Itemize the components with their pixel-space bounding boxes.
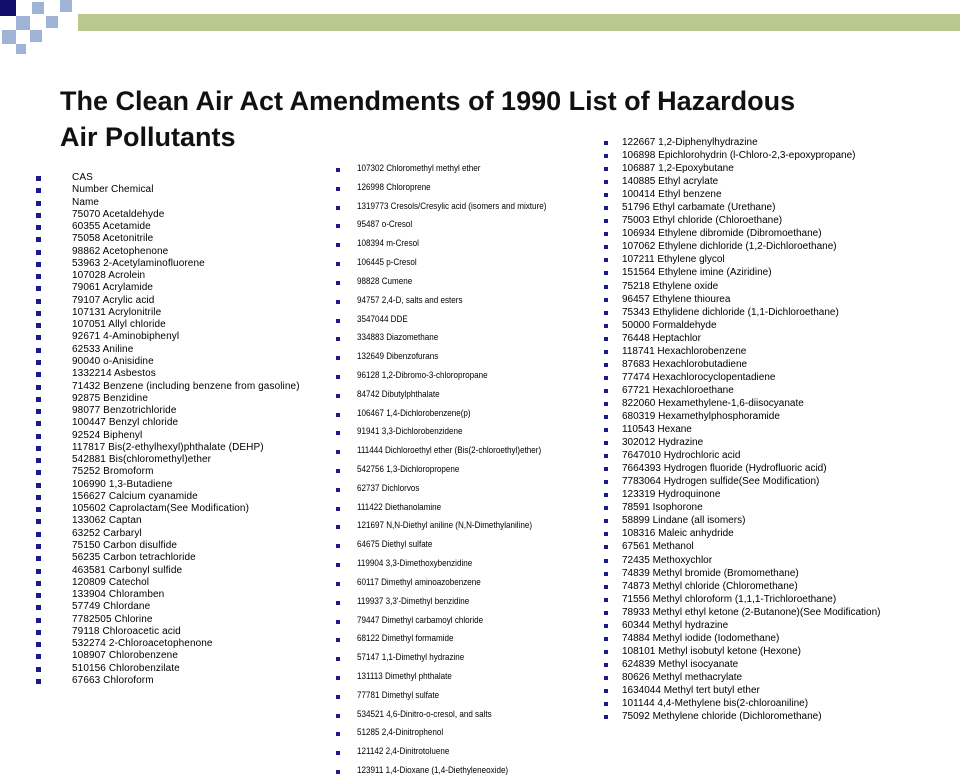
decor-square-light-1 <box>16 16 30 30</box>
pollutant-item: 75003 Ethyl chloride (Chloroethane) <box>622 214 880 227</box>
pollutant-item: 106898 Epichlorohydrin (l-Chloro-2,3-epoxypropane) <box>622 149 880 162</box>
pollutant-item <box>357 517 580 536</box>
pollutant-item: Name <box>72 197 300 209</box>
pollutant-item: 90040 o-Anisidine <box>72 356 300 368</box>
pollutant-item: 101144 4,4-Methylene bis(2-chloroaniline) <box>622 697 880 710</box>
pollutant-item <box>357 480 580 499</box>
pollutant-item-text: 57147 1,1-Dimethyl hydrazine <box>357 652 465 664</box>
pollutant-item-text: 94757 2,4-D, salts and esters <box>357 294 463 306</box>
pollutant-item <box>357 216 580 235</box>
pollutant-item-text: 95487 o-Cresol <box>357 219 413 231</box>
pollutant-item: 98077 Benzotrichloride <box>72 405 300 417</box>
pollutant-item <box>357 706 580 725</box>
pollutant-item: 542881 Bis(chloromethyl)ether <box>72 454 300 466</box>
pollutant-item <box>357 574 580 593</box>
pollutant-item-text: 132649 Dibenzofurans <box>357 351 439 363</box>
pollutant-item <box>357 311 580 330</box>
pollutant-item: 106934 Ethylene dibromide (Dibromoethane) <box>622 227 880 240</box>
pollutant-item-text: 96128 1,2-Dibromo-3-chloropropane <box>357 369 488 381</box>
pollutant-item: 62533 Aniline <box>72 344 300 356</box>
pollutant-item: 106887 1,2-Epoxybutane <box>622 162 880 175</box>
pollutant-item <box>357 762 580 781</box>
pollutant-item: 60344 Methyl hydrazine <box>622 619 880 632</box>
pollutant-item <box>357 593 580 612</box>
pollutant-item: 532274 2-Chloroacetophenone <box>72 638 300 650</box>
pollutant-item: 680319 Hexamethylphosphoramide <box>622 410 880 423</box>
pollutant-item-text: 106467 1,4-Dichlorobenzene(p) <box>357 407 471 419</box>
pollutant-item-text: 77781 Dimethyl sulfate <box>357 689 440 701</box>
decor-header-bar <box>78 14 960 31</box>
pollutant-item-text: 107302 Chloromethyl methyl ether <box>357 163 481 174</box>
pollutant-item: 67721 Hexachloroethane <box>622 384 880 397</box>
pollutant-list-column-1 <box>72 172 300 687</box>
pollutant-item-text: 126998 Chloroprene <box>357 181 431 193</box>
pollutant-item: 133904 Chloramben <box>72 589 300 601</box>
pollutant-item: 822060 Hexamethylene-1,6-diisocyanate <box>622 397 880 410</box>
pollutant-item <box>357 668 580 687</box>
pollutant-item <box>357 160 580 179</box>
pollutant-item-text: 534521 4,6-Dinitro-o-cresol, and salts <box>357 708 492 720</box>
pollutant-item: 7647010 Hydrochloric acid <box>622 449 880 462</box>
pollutant-item: 7783064 Hydrogen sulfide(See Modification) <box>622 475 880 488</box>
pollutant-item <box>357 442 580 461</box>
pollutant-item <box>357 612 580 631</box>
pollutant-item-text: 111422 Diethanolamine <box>357 501 442 513</box>
pollutant-item <box>357 724 580 743</box>
pollutant-item: 107211 Ethylene glycol <box>622 253 880 266</box>
pollutant-item: CAS <box>72 172 300 184</box>
pollutant-item: 108101 Methyl isobutyl ketone (Hexone) <box>622 645 880 658</box>
pollutant-item <box>357 630 580 649</box>
pollutant-item-text: 119937 3,3'-Dimethyl benzidine <box>357 595 470 607</box>
pollutant-item: 106990 1,3-Butadiene <box>72 479 300 491</box>
pollutant-item <box>357 743 580 762</box>
pollutant-item-text: 84742 Dibutylphthalate <box>357 388 440 400</box>
decor-square-light-3 <box>46 16 58 28</box>
decor-square-light-2 <box>32 2 44 14</box>
pollutant-item: 72435 Methoxychlor <box>622 554 880 567</box>
pollutant-item: 79107 Acrylic acid <box>72 295 300 307</box>
pollutant-item: 151564 Ethylene imine (Aziridine) <box>622 266 880 279</box>
pollutant-item <box>357 405 580 424</box>
pollutant-item: 122667 1,2-Diphenylhydrazine <box>622 136 880 149</box>
pollutant-item <box>357 649 580 668</box>
pollutant-item-text: 123911 1,4-Dioxane (1,4-Diethyleneoxide) <box>357 765 509 776</box>
pollutant-item: 78933 Methyl ethyl ketone (2-Butanone)(See Modification) <box>622 606 881 618</box>
pollutant-item: 74884 Methyl iodide (Iodomethane) <box>622 632 880 645</box>
pollutant-item <box>357 273 580 292</box>
pollutant-item: 120809 Catechol <box>72 577 300 589</box>
pollutant-item-text: 64675 Diethyl sulfate <box>357 539 433 551</box>
pollutant-item: 53963 2-Acetylaminofluorene <box>72 258 300 270</box>
pollutant-item-text: 79447 Dimethyl carbamoyl chloride <box>357 614 484 626</box>
pollutant-item: 108907 Chlorobenzene <box>72 650 300 662</box>
pollutant-item-text: 111444 Dichloroethyl ether (Bis(2-chloroethyl)ether) <box>357 445 542 457</box>
pollutant-item: 1332214 Asbestos <box>72 368 300 380</box>
pollutant-item: 117817 Bis(2-ethylhexyl)phthalate (DEHP) <box>72 442 300 454</box>
pollutant-item <box>357 687 580 706</box>
pollutant-item-text: 121142 2,4-Dinitrotoluene <box>357 746 450 758</box>
pollutant-item: 100414 Ethyl benzene <box>622 188 880 201</box>
pollutant-item-text: 3547044 DDE <box>357 313 408 325</box>
pollutant-item: 7664393 Hydrogen fluoride (Hydrofluoric acid) <box>622 462 880 475</box>
pollutant-item: 92671 4-Aminobiphenyl <box>72 331 300 343</box>
pollutant-item <box>357 555 580 574</box>
pollutant-item-text: 68122 Dimethyl formamide <box>357 633 454 645</box>
pollutant-item: 80626 Methyl methacrylate <box>622 671 880 684</box>
pollutant-item: 75343 Ethylidene dichloride (1,1-Dichloroethane) <box>622 306 880 319</box>
pollutant-item: 92524 Biphenyl <box>72 430 300 442</box>
pollutant-item: 302012 Hydrazine <box>622 436 880 449</box>
pollutant-item: 510156 Chlorobenzilate <box>72 663 300 675</box>
pollutant-item-text: 60117 Dimethyl aminoazobenzene <box>357 576 481 588</box>
pollutant-item: 123319 Hydroquinone <box>622 488 880 501</box>
decor-square-dark <box>0 0 16 16</box>
pollutant-item: 100447 Benzyl chloride <box>72 417 300 429</box>
pollutant-item: 67561 Methanol <box>622 540 880 553</box>
pollutant-item: 51796 Ethyl carbamate (Urethane) <box>622 201 880 214</box>
decor-square-light-4 <box>60 0 72 12</box>
pollutant-item: 75150 Carbon disulfide <box>72 540 300 552</box>
pollutant-item: 63252 Carbaryl <box>72 528 300 540</box>
pollutant-item: 463581 Carbonyl sulfide <box>72 565 300 577</box>
pollutant-item: 75070 Acetaldehyde <box>72 209 300 221</box>
pollutant-item: 92875 Benzidine <box>72 393 300 405</box>
pollutant-item <box>357 198 580 217</box>
pollutant-item: 50000 Formaldehyde <box>622 319 880 332</box>
pollutant-item: 107062 Ethylene dichloride (1,2-Dichloroethane) <box>622 240 880 253</box>
pollutant-item: 74839 Methyl bromide (Bromomethane) <box>622 567 880 580</box>
pollutant-item: 58899 Lindane (all isomers) <box>622 514 880 527</box>
pollutant-item <box>357 536 580 555</box>
pollutant-item-text: 106445 p-Cresol <box>357 257 417 269</box>
pollutant-item: 118741 Hexachlorobenzene <box>622 345 880 358</box>
pollutant-item: 7782505 Chlorine <box>72 614 300 626</box>
pollutant-item <box>357 292 580 311</box>
pollutant-item-text: 121697 N,N-Diethyl aniline (N,N-Dimethylaniline) <box>357 520 533 532</box>
pollutant-item-text: 51285 2,4-Dinitrophenol <box>357 727 444 739</box>
pollutant-item-text: 98828 Cumene <box>357 275 413 287</box>
pollutant-item: 98862 Acetophenone <box>72 246 300 258</box>
decor-square-light-5 <box>2 30 16 44</box>
pollutant-item-text: 1319773 Cresols/Cresylic acid (isomers and mixture) <box>357 200 547 212</box>
pollutant-item: 624839 Methyl isocyanate <box>622 658 880 671</box>
pollutant-item-text: 542756 1,3-Dichloropropene <box>357 464 460 475</box>
pollutant-item: 56235 Carbon tetrachloride <box>72 552 300 564</box>
pollutant-item <box>357 423 580 442</box>
pollutant-item <box>357 179 580 198</box>
pollutant-item <box>357 367 580 386</box>
pollutant-list-column-2 <box>357 160 580 781</box>
pollutant-item: 71556 Methyl chloroform (1,1,1-Trichloroethane) <box>622 593 880 606</box>
pollutant-item-text: 131113 Dimethyl phthalate <box>357 670 452 682</box>
pollutant-item: 110543 Hexane <box>622 423 880 436</box>
pollutant-item: 79061 Acrylamide <box>72 282 300 294</box>
pollutant-item-text: 119904 3,3-Dimethoxybenzidine <box>357 558 473 570</box>
pollutant-item: 107051 Allyl chloride <box>72 319 300 331</box>
pollutant-item: 78591 Isophorone <box>622 501 880 514</box>
pollutant-item: 79118 Chloroacetic acid <box>72 626 300 638</box>
pollutant-list-column-3 <box>622 136 880 723</box>
pollutant-item <box>357 461 580 480</box>
pollutant-item: 96457 Ethylene thiourea <box>622 293 880 306</box>
pollutant-item: 60355 Acetamide <box>72 221 300 233</box>
pollutant-item: 140885 Ethyl acrylate <box>622 175 880 188</box>
pollutant-item <box>357 386 580 405</box>
pollutant-item: 67663 Chloroform <box>72 675 300 687</box>
pollutant-item: 133062 Captan <box>72 515 300 527</box>
pollutant-item-text: 108394 m-Cresol <box>357 238 419 250</box>
pollutant-item <box>357 348 580 367</box>
pollutant-item: 57749 Chlordane <box>72 601 300 613</box>
pollutant-item <box>357 329 580 348</box>
pollutant-item: 76448 Heptachlor <box>622 332 880 345</box>
pollutant-item: 107131 Acrylonitrile <box>72 307 300 319</box>
pollutant-item <box>357 235 580 254</box>
pollutant-item: 77474 Hexachlorocyclopentadiene <box>622 371 880 384</box>
pollutant-item-text: 91941 3,3-Dichlorobenzidene <box>357 426 463 438</box>
pollutant-item: 75092 Methylene chloride (Dichloromethane) <box>622 710 880 723</box>
pollutant-item: 75058 Acetonitrile <box>72 233 300 245</box>
pollutant-item <box>357 254 580 273</box>
slide-title: The Clean Air Act Amendments of 1990 List of Hazardous Air Pollutants <box>60 86 796 152</box>
pollutant-item-text: 334883 Diazomethane <box>357 332 439 344</box>
pollutant-item-text: 62737 Dichlorvos <box>357 482 420 494</box>
decor-square-light-6 <box>30 30 42 42</box>
pollutant-item: 74873 Methyl chloride (Chloromethane) <box>622 580 880 593</box>
pollutant-item: Number Chemical <box>72 184 300 196</box>
pollutant-item <box>357 499 580 518</box>
pollutant-item: 105602 Caprolactam(See Modification) <box>72 503 300 515</box>
pollutant-item: 107028 Acrolein <box>72 270 300 282</box>
pollutant-item: 71432 Benzene (including benzene from gasoline) <box>72 380 300 392</box>
pollutant-item: 87683 Hexachlorobutadiene <box>622 358 880 371</box>
pollutant-item: 75218 Ethylene oxide <box>622 280 880 293</box>
pollutant-item: 1634044 Methyl tert butyl ether <box>622 684 880 697</box>
decor-square-light-7 <box>16 44 26 54</box>
pollutant-item: 108316 Maleic anhydride <box>622 527 880 540</box>
pollutant-item: 156627 Calcium cyanamide <box>72 491 300 503</box>
pollutant-item: 75252 Bromoform <box>72 466 300 478</box>
